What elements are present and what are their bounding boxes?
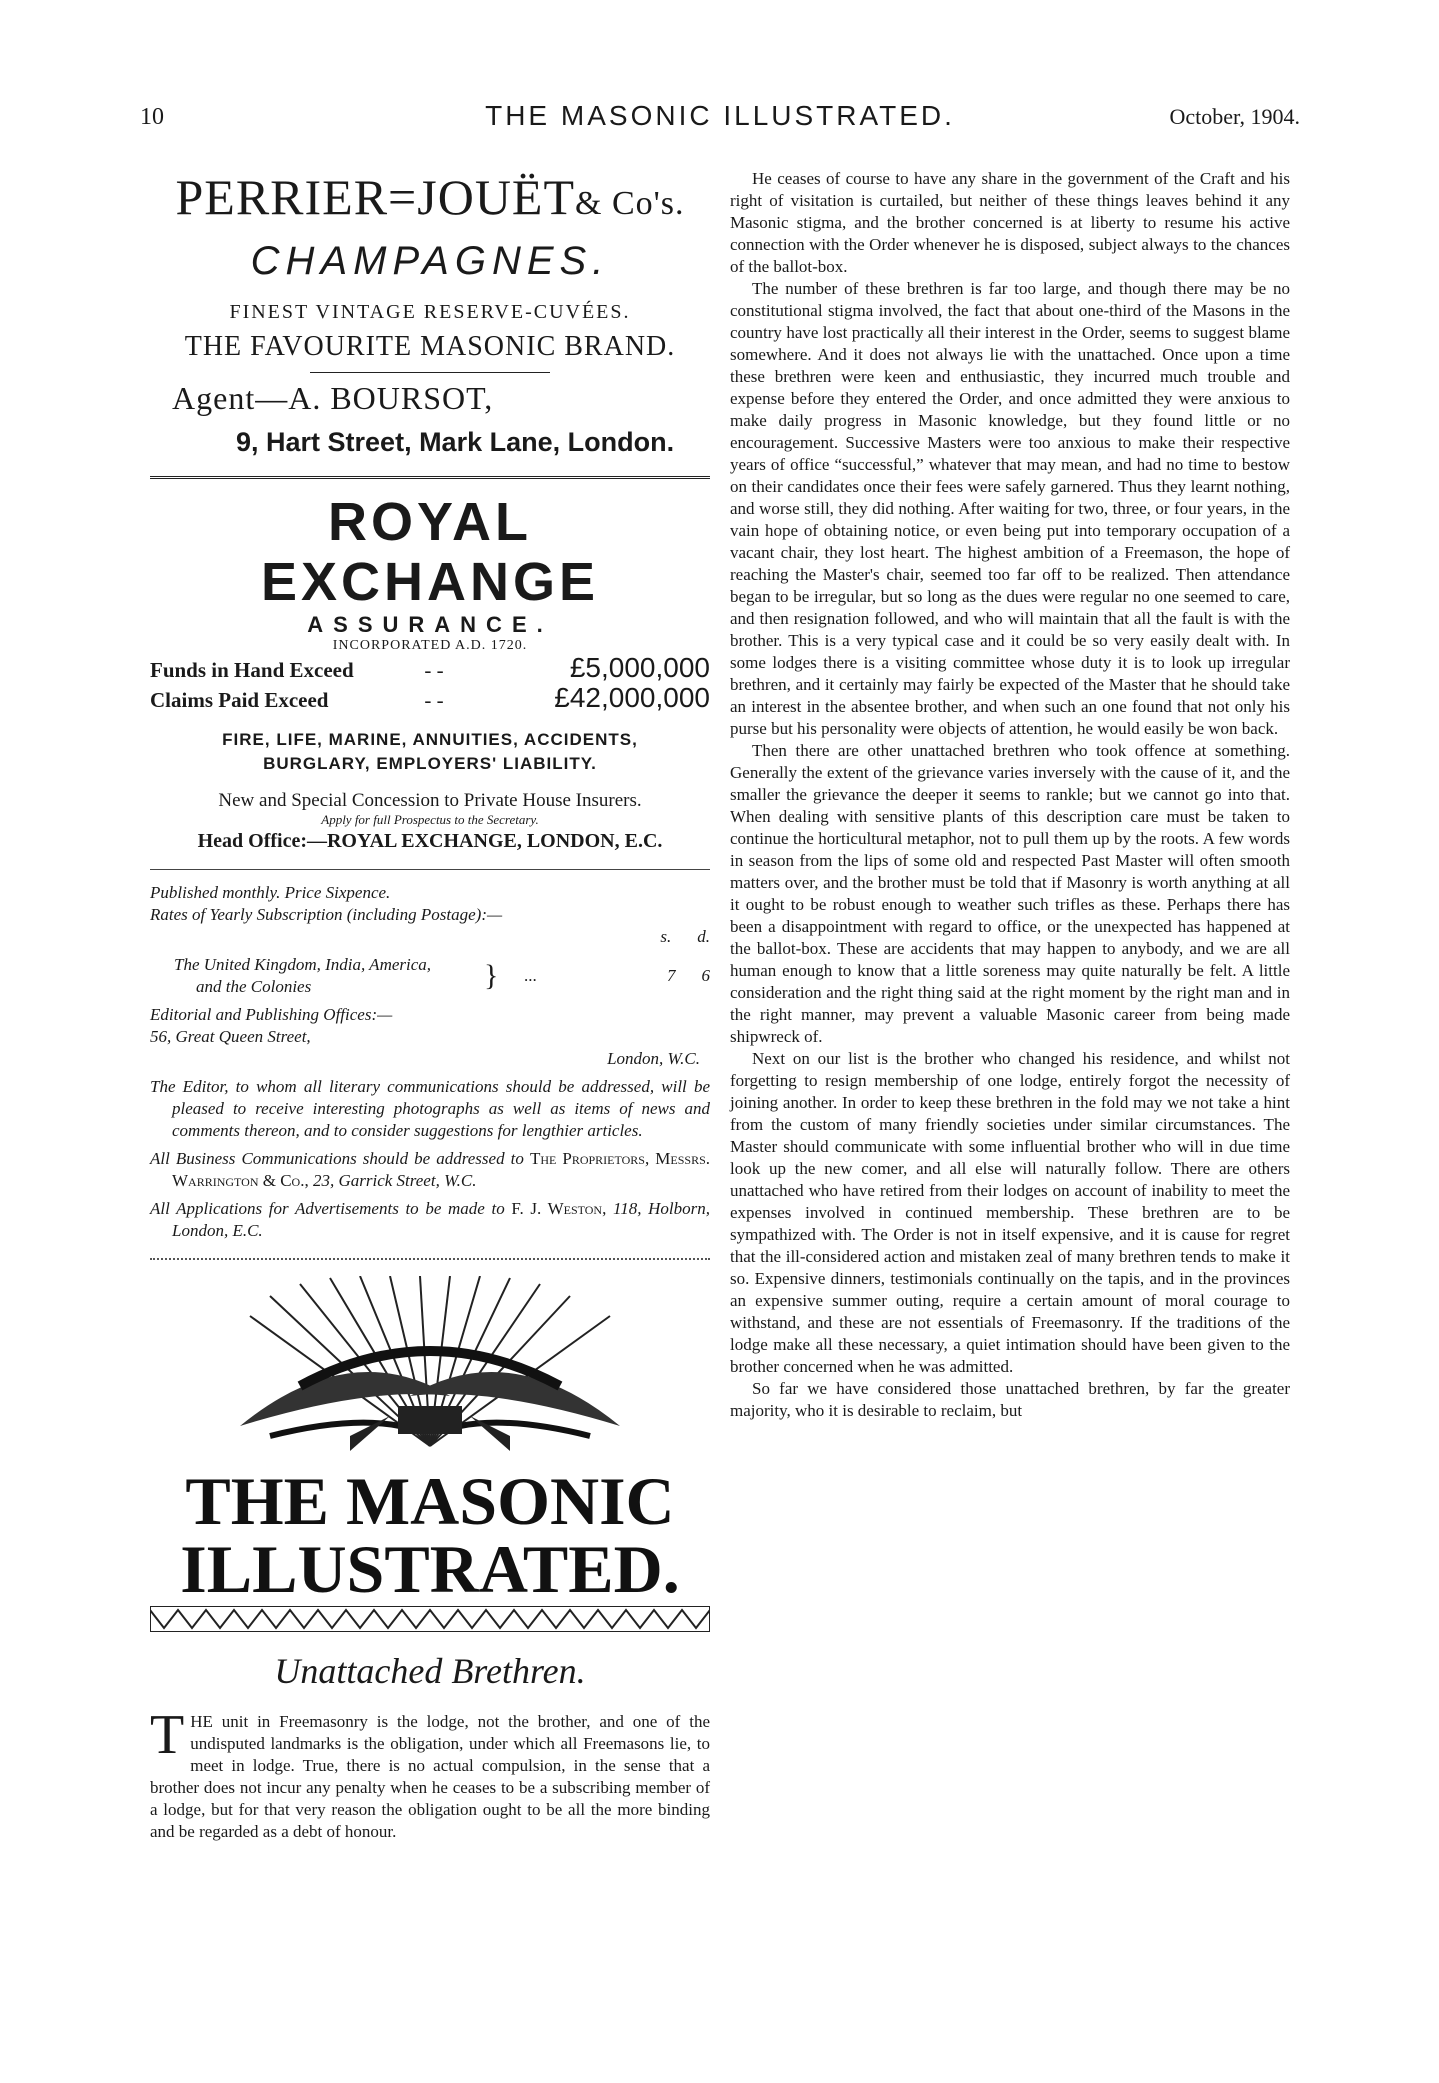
article-paragraph: He ceases of course to have any share in the government of the Craft and his right of visitation is curtailed, but neither of these things leaves behind it any Masonic stigma, and the brother concerned is at liberty to resume his active connection with the Order whenever he is disposed, subject always to the chances of the ballot-box. [730,169,1290,276]
page-number: 10 [140,104,164,130]
advert-brand: PERRIER=JOUËT& Co's. [175,169,685,225]
article-paragraph: Then there are other unattached brethren who took offence at something. Generally the extent of the grievance varies inversely with the cause of it, and the smaller the grievance the deeper it seems to rankle; but we cannot go into that. When dealing with sensitive plants of this description care must be taken to continue the horticultural metaphor, not to pull them up by the roots. A few words in season from the lips of some old and respected Past Master will often smooth matters over, and the brother must be told that if Masonry is worth anything at all it ought to be robust enough to weather such trifles as these. Perhaps there has been a disappointment with regard to office, or the unexpected has happened at the ballot-box. These are accidents that may happen to anybody, and we are all human enough to know that a little soreness may quite naturally be felt. A little consideration and the right thing said at the right moment by the right man and in the right manner, may prevent a valuable Masonic career from being made shipwreck of. [730,741,1290,1046]
article-paragraph: The number of these brethren is far too large, and though there may be no constitutional stigma involved, the fact that about one-third of the Masons in the country have lost practically all their interest in the Order, seems to suggest blame somewhere. And it does not always lie with the unattached. Once upon a time these brethren were keen and enthusiastic, they incurred much trouble and expense before they entered the Order, and once admitted they were anxious to make daily progress in Masonic knowledge, but they found little or no encouragement. Successive Masters were too anxious to make their respective years of office “successful,” whatever that may mean, and had no time to bestow on their candidates once their fees were safely garnered. Thus they learnt nothing, and worse still, they did nothing. After waiting for two, three, or four years, in the vain hope of obtaining notice, or even being put into temporary occupation of a vacant chair, they lost heart. The highest ambition of a Freemason, the hope of reaching the Master's chair, seemed too far off to be realized. Then attendance began to be irregular, but so long as the dues were regular no one seemed to care, and then resignation followed, and who will maintain that all the fault is with the brother. This is a very typical case and it could be so very easily dealt with. In some lodges there is a visiting committee whose duty it is to look up irregular brethren, and it certainly may fairly be expected of the Master that he should take an interest in the absentee brother, and when such an one found that not only his purse but his personality were objects of attention, he would easily be won back. [730,279,1290,738]
rate-row: The United Kingdom, India, America, and the Colonies } ... 7 6 [174,955,710,996]
royal-exchange-advert [150,492,710,853]
zigzag-border-icon [150,1606,710,1632]
left-column [150,168,710,1843]
article-body-left [150,1704,710,1843]
concession-line: New and Special Concession to Private House Insurers. [218,790,642,811]
divider [310,372,550,373]
offices-address: 56, Great Queen Street, [150,1027,311,1046]
offices-city: London, W.C. [607,1049,700,1068]
advert-line-favourite: THE FAVOURITE MASONIC BRAND. [184,331,676,362]
brace-glyph: } [484,959,499,992]
perrier-jouet-advert [150,168,710,458]
article-paragraph: Next on our list is the brother who changed his residence, and whilst not forgetting to resign membership of one lodge, entirely forgot the necessity of joining another. In order to keep these brethren in the fold may we not take a hint from the custom of many friendly societies under similar circumstances. The Master should communicate with some influential brother who will in due time look up the new comer, and all else will naturally follow. There are others unattached who have retired from their lodges on account of inability to meet the expenses involved in continued membership. These brethren are to be sympathized with. The Order is not in itself expensive, and it is cause for regret that the ill-considered action and mistaken zeal of many brethren tends to make it so. Expensive dinners, testimonials continually on the tapis, and in the provinces an expensive summer outing, require a certain amount of moral courage to withstand, and these are not essentials of Freemasonry. If the traditions of the lodge make all these necessary, a quiet intimation should have been given to the brother concerned when he was admitted. [730,1049,1290,1376]
advert-title: ROYAL EXCHANGE [260,492,600,612]
running-header [140,100,1300,134]
head-office-line: Head Office:—ROYAL EXCHANGE, LONDON, E.C. [197,830,663,852]
right-column [730,168,1290,1422]
divider [150,869,710,870]
offices-heading: Editorial and Publishing Offices:— [150,1005,393,1024]
insurance-classes: FIRE, LIFE, MARINE, ANNUITIES, ACCIDENTS, BURGLARY, EMPLOYERS' LIABILITY. [222,730,638,773]
editor-note: The Editor, to whom all literary communications should be addressed, will be pleased to receive interesting photographs as well as items of news and comments thereon, and to consider suggestions for lengthier articles. [150,1077,710,1140]
published-line: Published monthly. Price Sixpence. [150,883,391,902]
publication-info [150,882,710,1242]
funds-row: Funds in Hand Exceed - - £5,000,000 [150,652,710,683]
article-body-right [730,168,1290,1422]
issue-date: October, 1904. [1169,104,1300,129]
masthead-illustration [150,1276,710,1606]
article-title: Unattached Brethren. [274,1651,586,1691]
advert-agent: Agent—A. BOURSOT, [172,380,494,416]
business-note: All Business Communications should be addressed to The Proprietors, Messrs. Warrington & Co., 23, Garrick Street, W.C. [150,1149,711,1190]
drop-cap: T [150,1704,185,1766]
publication-title: THE MASONIC ILLUSTRATED. [485,100,955,131]
masthead-line-1: THE MASONIC [185,1463,675,1539]
advertising-note: All Applications for Advertisements to be made to F. J. Weston, 118, Holborn, London, E.C. [150,1199,710,1240]
masthead-line-2: ILLUSTRATED. [180,1531,680,1607]
funds-row: Claims Paid Exceed - - £42,000,000 [150,682,710,713]
rates-heading: Rates of Yearly Subscription (including Postage):— [150,905,503,924]
currency-columns: s. d. [660,927,710,946]
apply-line: Apply for full Prospectus to the Secretary. [321,812,539,827]
divider [150,1258,710,1260]
brand-suffix: & Co's. [575,185,685,222]
advert-line-vintage: FINEST VINTAGE RESERVE-CUVÉES. [229,301,631,323]
article-paragraph: So far we have considered those unattached brethren, by far the greater majority, who it is desirable to reclaim, but [730,1379,1290,1420]
advert-product: CHAMPAGNES. [250,239,610,283]
advert-subtitle: ASSURANCE. [307,612,553,637]
divider [150,476,710,482]
article-paragraph: THE unit in Freemasonry is the lodge, not the brother, and one of the undisputed landmarks is the obligation, under which all Freemasons lie, to meet in lodge. True, there is no actual compulsion, in the sense that a brother does not incur any penalty when he ceases to be a subscribing member of a lodge, but for that very reason the obligation ought to be all the more binding and be regarded as a debt of honour. [150,1704,710,1841]
advert-address: 9, Hart Street, Mark Lane, London. [236,427,675,457]
incorporated-line: INCORPORATED A.D. 1720. [332,638,528,653]
